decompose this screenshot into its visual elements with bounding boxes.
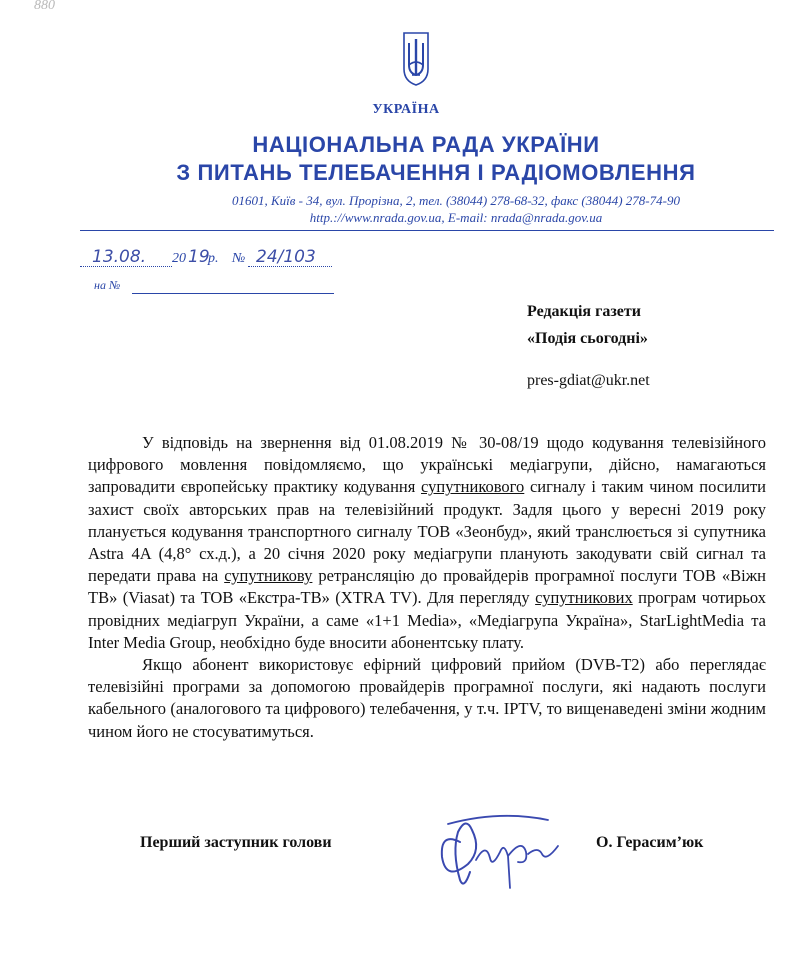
registration-line: [80, 243, 380, 267]
org-name-line2: З ПИТАНЬ ТЕЛЕБАЧЕННЯ І РАДІОМОВЛЕННЯ: [176, 160, 696, 185]
reference-line: [94, 278, 334, 296]
number-label: №: [232, 251, 246, 266]
archive-mark: 880: [34, 0, 55, 13]
paragraph-1: У відповідь на звернення від 01.08.2019 № 30-08/19 щодо кодування телевізійного цифрового мовлення повідомляємо, що українські медіагрупи, дійсно, намагаються запровадити європейську практику кодування супутникового сигналу і таким чином посилити захист своїх авторських прав на телевізійний продукт. Задля цього у вересні 2019 року планується кодування транспортного сигналу ТОВ «Зеонбуд», який транслюється зі супутника Astra 4A (4,8° сх.д.), а 20 січня 2020 року медіагрупи планують закодувати свій сигнал та передати права на супутникову ретрансляцію до провайдерів програмної послуги ТОВ «Віжн ТВ» (Viasat) та ТОВ «Екстра-ТВ» (XTRA TV). Для перегляду супутникових програм чотирьох провідних медіагруп України, а саме «1+1 Media», «Медіагрупа Україна», StarLightMedia та Inter Media Group, необхідно буде вносити абонентську плату.: [88, 433, 766, 652]
year-prefix: 20: [172, 251, 186, 266]
signatory-title: Перший заступник голови: [140, 834, 332, 851]
addressee-line2: «Подія сьогодні»: [527, 330, 648, 347]
org-address: 01601, Київ - 34, вул. Прорізна, 2, тел. (38044) 278-68-32, факс (38044) 278-74-90: [232, 193, 680, 208]
handwritten-signature: [430, 802, 580, 892]
addressee-email: pres-gdiat@ukr.net: [527, 372, 650, 389]
reference-label: на №: [94, 278, 121, 292]
country-name: УКРАЇНА: [372, 102, 440, 117]
registration-number: 24/103: [256, 247, 316, 267]
letter-body: [88, 432, 766, 743]
registration-date: 13.08.: [92, 247, 147, 267]
trident-icon: [401, 31, 431, 87]
year-suffix: 19: [188, 247, 210, 267]
year-label: р.: [208, 251, 219, 266]
org-web-email: http.://www.nrada.gov.ua, E-mail: nrada@nrada.gov.ua: [309, 210, 603, 225]
signatory-name: О. Герасим’юк: [596, 834, 704, 851]
paragraph-2: Якщо абонент використовує ефірний цифровий прийом (DVB-T2) або переглядає телевізійні програми за допомогою провайдерів програмної послуги, які надають послуги кабельного (аналогового та цифрового) телебачення, у т.ч. IPTV, то вищенаведені зміни жодним чином його не стосуватимуться.: [88, 655, 766, 741]
addressee-line1: Редакція газети: [527, 303, 641, 320]
header-divider: [80, 230, 774, 231]
org-name-line1: НАЦІОНАЛЬНА РАДА УКРАЇНИ: [252, 132, 600, 157]
